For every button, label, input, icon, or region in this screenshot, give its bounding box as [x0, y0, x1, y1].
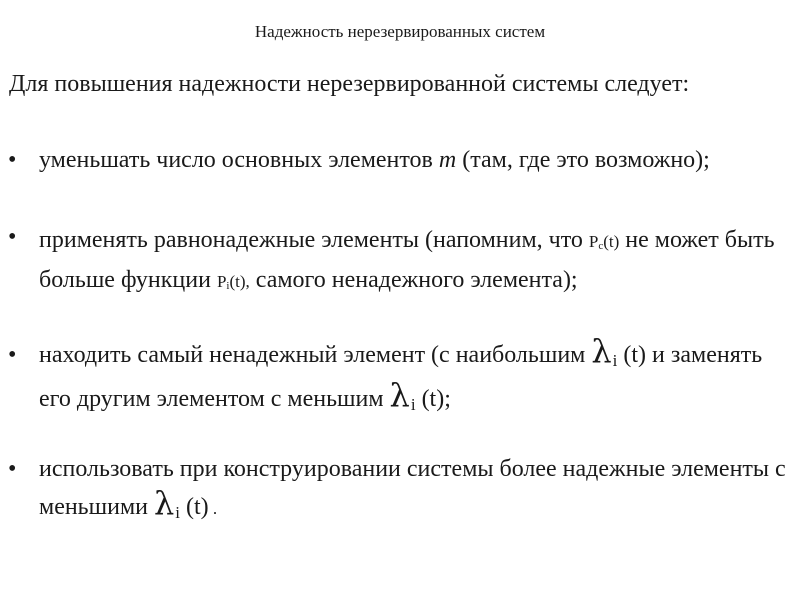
bullet-item-1: [8, 146, 792, 174]
lambda-symbol: λ: [153, 484, 175, 522]
bullet-dot-icon: •: [8, 342, 17, 368]
lambda-symbol: λ: [389, 376, 410, 414]
bullet-item-3: [8, 332, 792, 424]
bullet-text-3: находить самый ненадежный элемент (с наибольшим λi (t) и заменять его другим элементом с меньшим λi (t);: [39, 332, 763, 414]
intro-text: Для повышения надежности нерезервированной системы следует:: [9, 71, 690, 97]
bullet-text-2: применять равнонадежные элементы (напомним, что Pc(t) не может быть больше функции Pi(t), самого ненадежного элемента);: [39, 227, 775, 293]
bullet-item-4: [8, 450, 792, 532]
bullet-item-2: [8, 223, 792, 303]
bullet-dot-icon: •: [8, 147, 17, 173]
bullet-dot-icon: •: [8, 224, 17, 250]
bullet-text-1: уменьшать число основных элементов m (там, где это возможно);: [39, 147, 710, 173]
bullet-dot-icon: •: [8, 456, 17, 482]
lambda-symbol: λ: [591, 332, 612, 370]
bullet-text-4: использовать при конструировании системы более надежные элементы с меньшими λi (t) .: [39, 456, 786, 522]
slide-title: Надежность нерезервированных систем: [254, 22, 546, 41]
